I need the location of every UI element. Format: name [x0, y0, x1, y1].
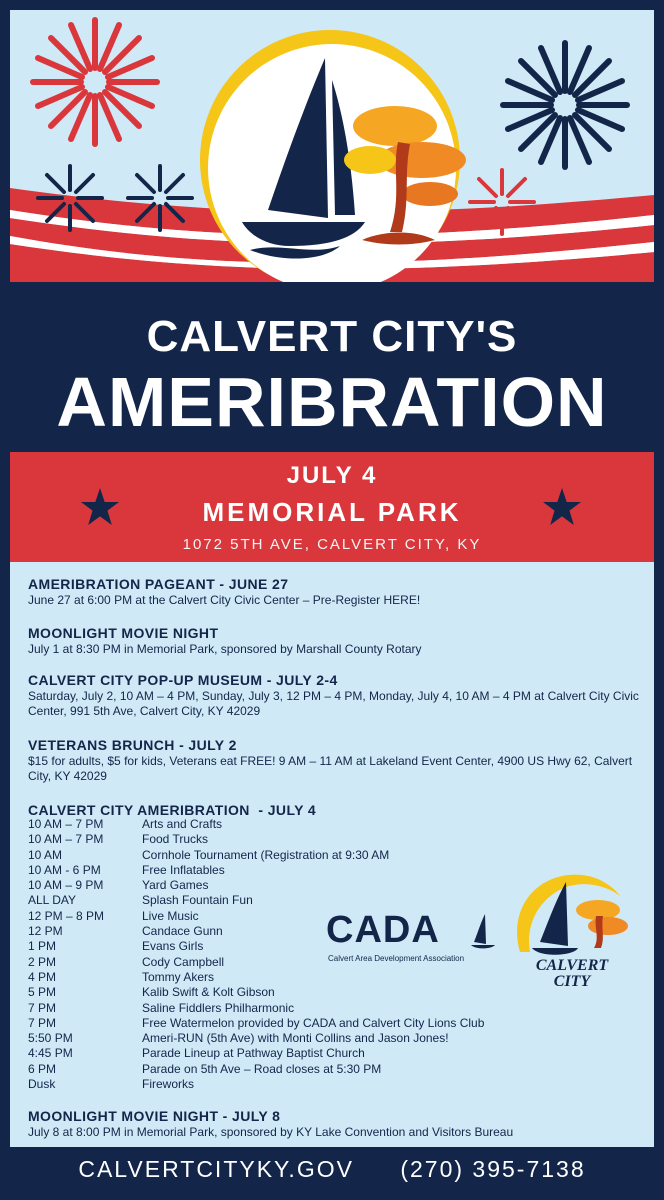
event-title: AMERIBRATION PAGEANT - JUNE 27 — [28, 576, 289, 592]
sailboat-icon-small — [471, 914, 497, 950]
schedule-time: 5:50 PM — [28, 1031, 73, 1046]
schedule-panel — [10, 562, 654, 1147]
city-logo-line-1: CALVERT — [535, 957, 609, 974]
schedule-row — [28, 924, 328, 939]
schedule-row — [28, 863, 328, 878]
schedule-time: 6 PM — [28, 1061, 57, 1076]
event-title: MOONLIGHT MOVIE NIGHT - JULY 8 — [28, 1108, 281, 1124]
title-line-2: AMERIBRATION — [56, 363, 608, 441]
schedule-time: 10 AM - 6 PM — [28, 862, 101, 877]
schedule-event: Ameri-RUN (5th Ave) with Monti Collins and Jason Jones! — [142, 1031, 449, 1046]
schedule-time: 5 PM — [28, 985, 57, 1000]
event-details: $15 for adults, $5 for kids, Veterans eat FREE! 9 AM – 11 AM at Lakeland Event Center, 4900 US Hwy 62, Calvert City, KY 42029 — [28, 754, 633, 783]
title-line-1: CALVERT CITY'S — [146, 312, 518, 361]
firework-navy-right — [503, 43, 627, 167]
schedule-row — [28, 909, 328, 924]
event-pageant — [28, 576, 643, 608]
cada-logo-text: CADA — [326, 909, 440, 951]
schedule-event: Parade Lineup at Pathway Baptist Church — [142, 1046, 365, 1061]
event-date: JULY 4 — [286, 462, 378, 489]
schedule-time: 10 AM – 7 PM — [28, 832, 104, 847]
schedule-event: Saline Fiddlers Philharmonic — [142, 1000, 295, 1015]
calvert-city-logo — [504, 868, 640, 998]
schedule-event: Splash Fountain Fun — [142, 893, 253, 908]
schedule-event: Tommy Akers — [142, 969, 215, 984]
schedule-title: CALVERT CITY AMERIBRATION - JULY 4 — [28, 802, 317, 818]
hero-illustration — [10, 10, 654, 282]
schedule-row — [28, 955, 328, 970]
schedule-row — [28, 1001, 328, 1016]
hero-art — [10, 10, 654, 282]
phone-number[interactable]: (270) 395-7138 — [400, 1156, 586, 1182]
schedule-time: 12 PM — [28, 924, 63, 939]
firework-red-small — [470, 170, 534, 234]
firework-red-left — [33, 20, 157, 144]
firework-navy-small-2 — [128, 166, 192, 230]
date-band — [10, 452, 654, 562]
schedule-time: 4:45 PM — [28, 1046, 73, 1061]
schedule-time: 12 PM – 8 PM — [28, 908, 105, 923]
schedule-event: Free Watermelon provided by CADA and Calvert City Lions Club — [142, 1015, 485, 1030]
schedule-event: Fireworks — [142, 1077, 195, 1092]
event-title: MOONLIGHT MOVIE NIGHT — [28, 625, 219, 641]
schedule-time: Dusk — [28, 1077, 56, 1092]
website-link[interactable]: CALVERTCITYKY.GOV — [78, 1156, 354, 1182]
event-details: June 27 at 6:00 PM at the Calvert City Civic Center – Pre-Register HERE! — [28, 593, 421, 607]
schedule-row — [28, 1077, 328, 1092]
schedule-event: Free Inflatables — [142, 862, 225, 877]
schedule-event: Candace Gunn — [142, 924, 223, 939]
schedule-time: 7 PM — [28, 1015, 57, 1030]
schedule-time: 2 PM — [28, 954, 57, 969]
schedule-event: Kalib Swift & Kolt Gibson — [142, 985, 275, 1000]
schedule-event: Live Music — [142, 908, 199, 923]
schedule-time: 4 PM — [28, 969, 57, 984]
schedule-row — [28, 847, 390, 863]
schedule-row — [28, 1061, 382, 1077]
schedule-event: Yard Games — [142, 878, 209, 893]
schedule-event: Evans Girls — [142, 939, 204, 954]
event-details: Saturday, July 2, 10 AM – 4 PM, Sunday, July 3, 12 PM – 4 PM, Monday, July 4, 10 AM – 4 PM at Calvert City Civic Center, 991 5th Ave, Calvert City, KY 42029 — [28, 689, 639, 718]
schedule-event: Cody Campbell — [142, 954, 225, 969]
schedule-event: Food Trucks — [142, 832, 209, 847]
event-movie-night-2 — [28, 1108, 643, 1140]
schedule-row — [28, 939, 328, 954]
schedule-time: 10 AM – 9 PM — [28, 878, 104, 893]
cada-logo — [326, 910, 506, 970]
schedule-event: Cornhole Tournament (Registration at 9:30 AM — [142, 847, 390, 862]
calvert-city-emblem — [504, 868, 640, 960]
event-movie-night-1 — [28, 625, 643, 657]
schedule-row — [28, 985, 328, 1000]
event-veterans-brunch — [28, 737, 643, 784]
event-details: July 1 at 8:30 PM in Memorial Park, sponsored by Marshall County Rotary — [28, 642, 422, 656]
schedule-time: 1 PM — [28, 939, 57, 954]
schedule-event: Parade on 5th Ave – Road closes at 5:30 PM — [142, 1061, 382, 1076]
event-title: VETERANS BRUNCH - JULY 2 — [28, 737, 237, 753]
footer — [0, 1156, 664, 1183]
schedule-row — [28, 878, 328, 893]
schedule-row — [28, 970, 328, 985]
schedule-time: ALL DAY — [28, 893, 77, 908]
schedule-time: 10 AM – 7 PM — [28, 817, 104, 831]
schedule-row — [28, 1031, 449, 1046]
schedule-row — [28, 893, 328, 908]
event-address: 1072 5TH AVE, CALVERT CITY, KY — [182, 536, 482, 553]
schedule-time: 10 AM — [28, 847, 63, 862]
calvert-city-logo-text — [504, 958, 640, 990]
cada-logo-subtitle: Calvert Area Development Association — [328, 954, 465, 963]
event-title: CALVERT CITY POP-UP MUSEUM - JULY 2-4 — [28, 672, 338, 688]
event-details: July 8 at 8:00 PM in Memorial Park, sponsored by KY Lake Convention and Visitors Bureau — [28, 1125, 514, 1139]
event-pop-up-museum — [28, 672, 643, 719]
schedule-event: Arts and Crafts — [142, 817, 223, 831]
schedule-row — [28, 1015, 485, 1031]
schedule-row — [28, 832, 328, 847]
event-venue: MEMORIAL PARK — [202, 497, 462, 527]
schedule-row — [28, 1046, 365, 1061]
city-logo-line-2: CITY — [553, 973, 591, 990]
schedule-time: 7 PM — [28, 1000, 57, 1015]
schedule-row — [28, 817, 328, 832]
